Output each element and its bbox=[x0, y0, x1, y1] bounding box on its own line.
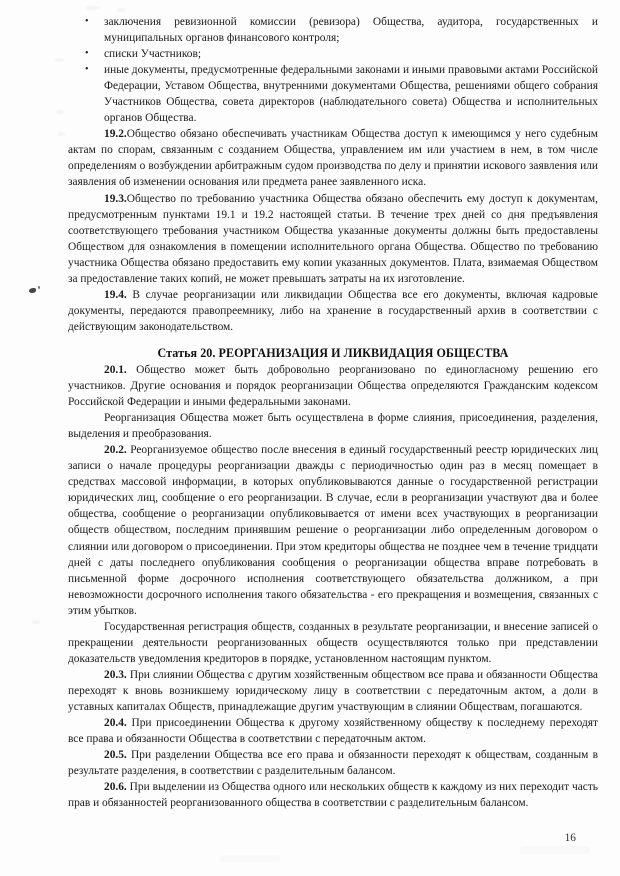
list-item-text: списки Участников; bbox=[104, 48, 202, 61]
clause-paragraph bbox=[68, 126, 598, 190]
scan-artifact bbox=[117, 8, 125, 12]
scan-artifact bbox=[55, 58, 64, 62]
clause-text: Государственная регистрация обществ, созданных в результате реорганизации, и внесение записей о прекращении деятельности реорганизованных обществ осуществляются только при представлении доказательств уведомления кредиторов в порядке, установленном настоящим пунктом. bbox=[68, 620, 598, 665]
page-content bbox=[68, 14, 598, 811]
clause-paragraph bbox=[68, 747, 598, 779]
clause-paragraph bbox=[68, 191, 598, 287]
article-heading: Статья 20. РЕОРГАНИЗАЦИЯ И ЛИКВИДАЦИЯ ОБЩЕСТВА bbox=[157, 345, 509, 360]
scan-artifact bbox=[86, 6, 100, 10]
list-item bbox=[68, 14, 598, 46]
bullet-icon: • bbox=[85, 64, 89, 76]
scan-artifact bbox=[520, 846, 590, 854]
list-item-text: заключения ревизионной комиссии (ревизора) Общества, аудитора, государственных и муниципальных органов финансового контроля; bbox=[104, 16, 598, 45]
list-item bbox=[68, 62, 598, 126]
clause-text: При разделении Общества все его права и обязанности переходят к обществам, созданным в результате разделения, в соответствии с разделительным балансом. bbox=[68, 749, 598, 778]
clause-text: При выделении из Общества одного или нескольких обществ к каждому из них переходит часть прав и обязанностей реорганизованного общества в соответствии с разделительным балансом. bbox=[68, 781, 598, 810]
clause-number: 20.5. bbox=[104, 749, 132, 762]
clause-number: 20.6. bbox=[104, 781, 130, 794]
clause-paragraph bbox=[68, 779, 598, 811]
ink-blot-mark bbox=[38, 286, 40, 289]
bullet-icon: • bbox=[85, 48, 89, 60]
clause-text: При присоединении Общества к другому хозяйственному обществу к последнему переходят все права и обязанности Общества в соответствии с передаточным актом. bbox=[68, 717, 598, 746]
list-item bbox=[68, 46, 598, 62]
scan-artifact bbox=[32, 620, 40, 624]
clause-text: В случае реорганизации или ликвидации Общества все его документы, включая кадровые документы, передаются правопреемнику, либо на хранение в государственный архив в соответствии с действующим законодательством. bbox=[68, 288, 598, 333]
clause-paragraph bbox=[68, 410, 598, 442]
clause-text: Реорганизация Общества может быть осуществлена в форме слияния, присоединения, разделения, выделения и преобразования. bbox=[68, 412, 598, 441]
clause-paragraph bbox=[68, 287, 598, 335]
clause-text: Общество обязано обеспечивать участникам Общества доступ к имеющимся у него судебным актам по спорам, связанным с созданием Общества, управлением им или участием в нем, в том числе определениям о возбуждении арбитражным судом производства по делу и принятии искового заявления или заявления об изменении основания или предмета ранее заявленного иска. bbox=[68, 128, 598, 189]
scan-artifact bbox=[220, 855, 280, 862]
bullet-icon: • bbox=[85, 16, 89, 27]
clause-text: Общество по требованию участника Общества обязано обеспечить ему доступ к документам, предусмотренным пунктами 19.1 и 19.2 настоящей статьи. В течение трех дней со дня предъявления соответствующего требования участником Общества указанные документы должны быть предоставлены Обществом для ознакомления в помещении исполнительного органа Общества. Общество по требованию участника Общества обязано предоставить ему копии указанных документов. Плата, взимаемая Обществом за предоставление таких копий, не может превышать затраты на их изготовление. bbox=[68, 192, 598, 285]
scan-artifact bbox=[56, 110, 64, 114]
clause-number: 20.3. bbox=[104, 668, 130, 681]
clause-text: Реорганизуемое общество после внесения в единый государственный реестр юридических лиц записи о начале процедуры реорганизации дважды с периодичностью один раз в месяц помещает в средствах массовой информации, в которых опубликовываются данные о государственной регистрации юридических лиц, сообщение о его реорганизации. В случае, если в реорганизации участвуют два и более общества, сообщение о реорганизации опубликовывается от имени всех участвующих в реорганизации обществ обществом, последним принявшим решение о реорганизации либо определенным договором о слиянии или договором о присоединении. При этом кредиторы общества не позднее чем в течение тридцати дней с даты последнего опубликования сообщения о реорганизации общества вправе потребовать в письменной форме досрочного исполнения соответствующего обязательства должником, а при невозможности досрочного исполнения такого обязательства - его прекращения и возмещения, связанных с этим убытков. bbox=[68, 444, 598, 617]
clause-text: Общество может быть добровольно реорганизовано по единогласному решению его участников. Другие основания и порядок реорганизации Общества определяются Гражданским кодексом Российской Федерации и иными федеральными законами. bbox=[68, 363, 598, 409]
clause-number: 19.4. bbox=[104, 288, 133, 301]
clause-paragraph bbox=[68, 442, 598, 619]
ink-blot-mark bbox=[29, 288, 36, 293]
clause-number: 20.1. bbox=[104, 363, 137, 376]
clause-number: 19.3. bbox=[104, 192, 127, 205]
clause-number: 20.4. bbox=[104, 717, 132, 730]
page-number: 16 bbox=[564, 832, 576, 844]
clause-paragraph bbox=[68, 715, 598, 747]
clause-paragraph bbox=[68, 619, 598, 667]
clause-text: При слиянии Общества с другим хозяйственным обществом все права и обязанности Общества переходят к вновь возникшему юридическому лицу в соответствии с передаточным актом, а доли в уставных капиталах Обществ, принадлежащие другим участвующим в слиянии Обществам, погашаются. bbox=[68, 668, 598, 713]
scan-artifact bbox=[58, 132, 65, 136]
list-item-text: иные документы, предусмотренные федеральными законами и иными правовыми актами Российской Федерации, Уставом Общества, внутренними документами Общества, решениями общего собрания Участников Общества, совета директоров (наблюдательного совета) Общества и исполнительных органов Общества. bbox=[104, 64, 598, 125]
clause-number: 20.2. bbox=[104, 444, 131, 457]
clause-paragraph bbox=[68, 362, 598, 410]
clause-number: 19.2. bbox=[104, 128, 127, 141]
clause-paragraph bbox=[68, 667, 598, 715]
